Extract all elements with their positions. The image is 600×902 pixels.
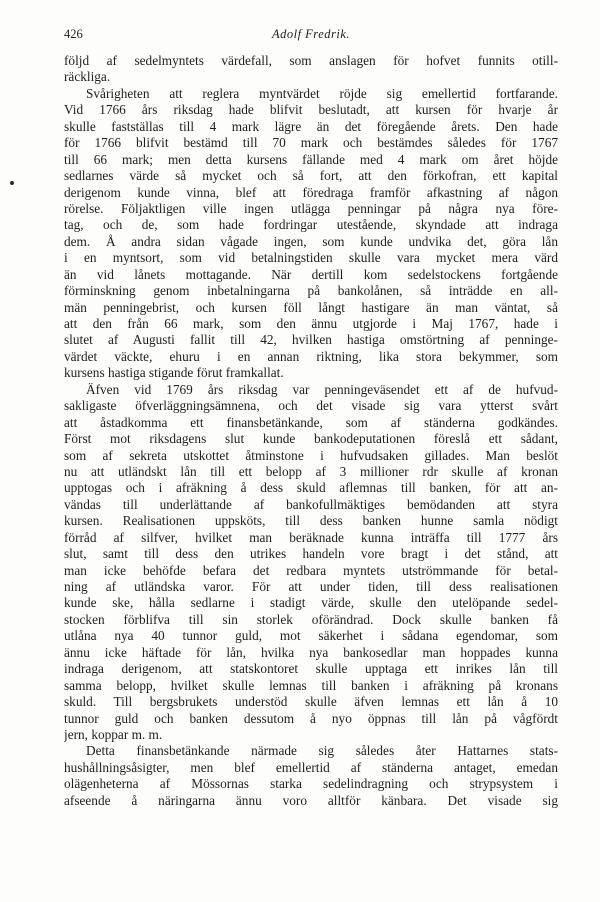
text-line: som af sekreta utskottet åtminstone i hufvudsaken gillades. Man beslöt	[64, 447, 558, 463]
text-line: ning af utländska varor. För att under tiden, till dess realisationen	[64, 579, 558, 594]
text-line: Detta finansbetänkande närmade sig således åter Hattarnes stats-	[86, 743, 558, 759]
text-line: jern, koppar m. m.	[64, 726, 163, 742]
running-title: Adolf Fredrik.	[271, 27, 351, 41]
body-text	[64, 53, 558, 809]
text-line: utlåna nya 40 tunnor guld, mot säkerhet i sådana egendomar, som	[64, 628, 558, 644]
text-line: räckliga.	[64, 69, 111, 85]
text-line: kursens hastiga stigande förut framkallat.	[64, 365, 284, 381]
text-line: derigenom kunde vinna, blef att föredraga framför afkastning af någon	[64, 184, 558, 200]
text-line: förråd af silfver, hvilket man beräknade kunna inträffa till 1777 års	[64, 529, 558, 545]
text-line: i en myntsort, som vid betalningstiden skulle vara mycket mera värd	[64, 250, 558, 266]
text-line: värdet väckte, ehuru i en annan riktning, lika stora bekymmer, som	[64, 348, 558, 364]
page-number: 426	[64, 27, 83, 41]
text-line: Först mot riksdagens slut kunde bankodeputationen föreslå ett sådant,	[64, 431, 558, 447]
text-line: att åstadkomma ett finansbetänkande, som af ständerna godkändes.	[64, 414, 558, 430]
text-line: slut, samt till dess den utrikes handeln vore bragt i det stånd, att	[64, 546, 558, 562]
page-header	[64, 27, 558, 45]
text-line: ännu icke häftade för lån, hvilka nya bankosedlar man hoppades kunna	[64, 644, 558, 660]
text-line: stocken förblifva till sin storlek oförändrad. Dock skulle banken få	[64, 611, 558, 627]
text-line: sakligaste öfverläggningsämnena, och det visade sig vara ytterst svårt	[64, 398, 558, 414]
text-line: skulle fastställas till 4 mark lägre än det föregående årets. Den hade	[64, 118, 558, 134]
text-line: Svårigheten att reglera myntvärdet röjde sig emellertid fortfarande.	[86, 85, 558, 101]
text-line: afseende å näringarna ännu voro alltför känbara. Det visade sig	[64, 792, 558, 808]
text-line: dem. Å andra sidan vågade ingen, som kunde undvika det, göra lån	[64, 233, 558, 249]
text-line: än vid lånets mottagande. När dertill kom sedelstockens fortgående	[64, 266, 558, 282]
text-line: hushållningsåsigter, men blef emellertid af ständerna antaget, emedan	[64, 759, 558, 775]
text-line: för 1766 blifvit bestämd till 70 mark och bestämdes således för 1767	[64, 135, 558, 151]
text-line: man icke behöfde befara det redbara myntets utströmmande för betal-	[64, 562, 558, 578]
text-line: män penningebrist, och kursen föll långt hastigare än man väntat, så	[64, 299, 558, 315]
text-line: tag, och de, som hade fordringar utestående, skyndade att indraga	[64, 217, 558, 233]
text-line: skuld. Till bergsbrukets understöd skulle äfven lemnas ett lån å 10	[64, 694, 558, 710]
text-line: kunde ske, hålla sedlarne i stadigt värde, skulle den utelöpande sedel-	[64, 595, 558, 611]
text-line: Äfven vid 1769 års riksdag var penningeväsendet ett af de hufvud-	[86, 381, 558, 397]
text-line: till 66 mark; men detta kursens fällande med 4 mark om året höjde	[64, 151, 558, 167]
text-line: sedlarnes värde så mycket och så fort, att den förkofran, ett kapital	[64, 168, 558, 184]
text-line: följd af sedelmyntets värdefall, som anslagen för hofvet funnits otill-	[64, 53, 558, 68]
text-line: nu att utländskt lån till ett belopp af 3 millioner rdr skulle af kronan	[64, 463, 558, 479]
text-line: vändas till underlättande af bankofullmäktiges bemödanden att styra	[64, 496, 558, 512]
margin-mark	[10, 181, 14, 185]
text-line: olägenheterna af Mössornas starka sedelindragning och strypsystem i	[64, 776, 558, 792]
text-line: samma belopp, hvilket skulle lemnas till banken i afräkning på kronans	[64, 677, 558, 693]
text-line: tunnor guld och banken dessutom å nyo öppnas till lån på vågfördt	[64, 710, 558, 726]
text-line: rörelse. Följaktligen ville ingen utlägga penningar på några nya före-	[64, 200, 558, 216]
text-line: kursen. Realisationen uppsköts, till dess banken hunne samla nödigt	[64, 513, 558, 529]
text-line: att den från 66 mark, som den ännu utgjorde i Maj 1767, hade i	[64, 316, 558, 331]
text-line: upptogas och i afräkning å dess skuld aflemnas till banken, för att an-	[64, 480, 558, 496]
text-line: förminskning genom inbetalningarna på bankolånen, så inträdde en all-	[64, 283, 558, 299]
text-line: slutet af Augusti fallit till 42, hvilken hastiga omstörtning af penninge-	[64, 332, 558, 348]
text-line: indraga derigenom, att statskontoret skulle upptaga ett inrikes lån till	[64, 661, 558, 677]
text-line: Vid 1766 års riksdag hade blifvit beslutadt, att kursen för hvarje år	[64, 102, 558, 118]
